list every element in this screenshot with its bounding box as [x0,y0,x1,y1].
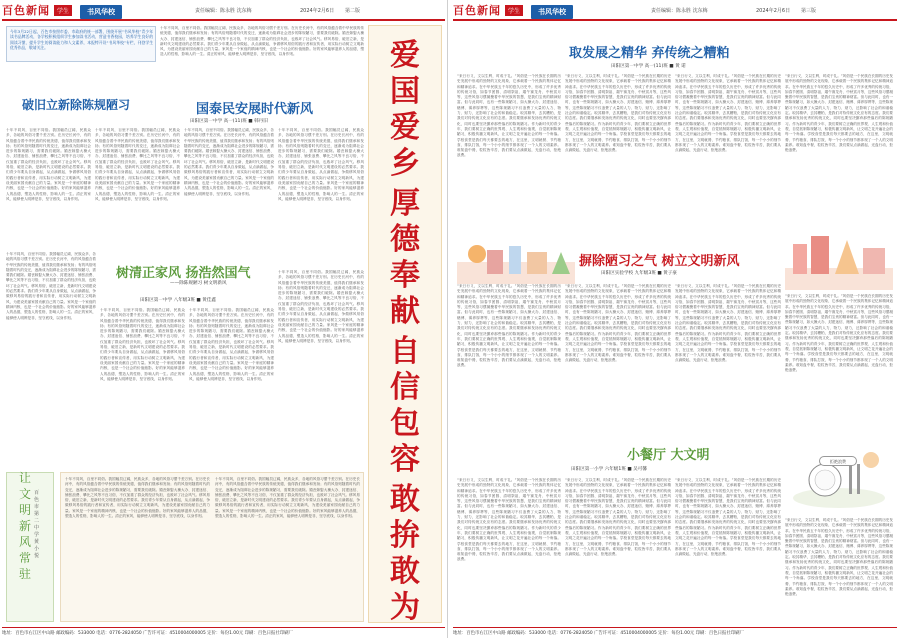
decorative-illustration-left [457,232,575,284]
masthead-badge: 学生 [505,5,523,16]
slogan-char: 爱 [390,38,420,73]
article3-title: 小餐厅 大文明 [627,448,710,463]
slogan-char: 爱 [390,110,420,145]
intro-text: 今年3月22日起，百色市按照市委、市政府的统一部署，围绕开展“书风华校”青少年读书品牌活动，各学校积极组织学生参加读书活动，营造书香校园，培养学生良好的阅读习惯，提升学生的阅读能力和人文素养，本报特开设“书风华校”专栏，刊登学生优秀作品，敬请关注。 [10,29,153,51]
article-body: “来日行义，文以生利，时成于礼。”风俗是一个民族在长期的历史发展中形成的独特的文化现象，它承载着一个民族的集体记忆和精神追求。在中华民族五千年的悠久历史中，形成了许多优秀的传统习俗，如春节团圆、清明祭祖、端午赛龙舟、中秋赏月等，这些风俗习惯凝聚着中华民族的智慧，是我们宝贵的精神财富。但与此同时，也有一些陈规陋习，如大操大办、封建迷信、赌博、薄养厚葬等，这些陈规陋习不仅浪费了大量的人力、物力、财力，还影响了社会的和谐稳定。取其精华，去其糟粕，是我们对待传统文化应有的态度。我们要继承和发扬优秀的传统文化，同时也要坚决摒弃那些落后的陈规陋习。作为新时代的青少年，我们要树立正确的世界观、人生观和价值观，自觉抵制陈规陋习，积极传播文明新风，让文明之花开遍社会的每一个角落。学校食堂是我们每天都要去的地方，在这里，文明就餐、节约粮食、排队打饭，每一个小小的细节都体现了一个人的文明素养。谁知盘中餐，粒粒皆辛苦，我们要从点滴做起，光盘行动，拒绝浪费。 [565,74,671,153]
article-body: “来日行义，文以生利，时成于礼。”风俗是一个民族在长期的历史发展中形成的独特的文化现象，它承载着一个民族的集体记忆和精神追求。在中华民族五千年的悠久历史中，形成了许多优秀的传统习俗，如春节团圆、清明祭祖、端午赛龙舟、中秋赏月等，这些风俗习惯凝聚着中华民族的智慧，是我们宝贵的精神财富。但与此同时，也有一些陈规陋习，如大操大办、封建迷信、赌博、薄养厚葬等，这些陈规陋习不仅浪费了大量的人力、物力、财力，还影响了社会的和谐稳定。取其精华，去其糟粕，是我们对待传统文化应有的态度。我们要继承和发扬优秀的传统文化，同时也要坚决摒弃那些落后的陈规陋习。作为新时代的青少年，我们要树立正确的世界观、人生观和价值观，自觉抵制陈规陋习，积极传播文明新风，让文明之花开遍社会的每一个角落。学校食堂是我们每天都要去的地方，在这里，文明就餐、节约粮食、排队打饭，每一个小小的细节都体现了一个人的文明素养。谁知盘中餐，粒粒皆辛苦，我们要从点滴做起，光盘行动，拒绝浪费。 [675,74,781,153]
header-rule [453,19,897,21]
slogan-char: 乡 [390,146,420,181]
essay-text: 十年不同风，百里不同俗。我国幅员辽阔，民族众多，各地的风俗习惯千差万别。在历史长河中，有的风俗蕴含着中华民族的传统美德，值得我们继承和发扬；有的风俗则随着时代的变迁，逐渐成为阻碍社会进步的陈规陋习，需要我们破除。婚丧嫁娶大操大办、封建迷信、铺张浪费、攀比之风等不良习俗，不仅加重了群众的经济负担，也败坏了社会风气。移风易俗，破旧立新，是新时代文明建设的必然要求。我们青少年要从自身做起，从点滴做起，争做移风易俗的践行者和宣传者，用实际行动树立文明新风，为建设美丽家园贡献自己的力量。家风是一个家庭的精神内核，也是一个社会的价值缩影。好的家风能够滋养人的品德，塑造人的性格，影响人的一生。清正的家风，能够使人明辨是非，坚守底线，以身作则。 [65,477,210,519]
article-body: “来日行义，文以生利，时成于礼。”风俗是一个民族在长期的历史发展中形成的独特的文化现象，它承载着一个民族的集体记忆和精神追求。在中华民族五千年的悠久历史中，形成了许多优秀的传统习俗，如春节团圆、清明祭祖、端午赛龙舟、中秋赏月等，这些风俗习惯凝聚着中华民族的智慧，是我们宝贵的精神财富。但与此同时，也有一些陈规陋习，如大操大办、封建迷信、赌博、薄养厚葬等，这些陈规陋习不仅浪费了大量的人力、物力、财力，还影响了社会的和谐稳定。取其精华，去其糟粕，是我们对待传统文化应有的态度。我们要继承和发扬优秀的传统文化，同时也要坚决摒弃那些落后的陈规陋习。作为新时代的青少年，我们要树立正确的世界观、人生观和价值观，自觉抵制陈规陋习，积极传播文明新风，让文明之花开遍社会的每一个角落。学校食堂是我们每天都要去的地方，在这里，文明就餐、节约粮食、排队打饭，每一个小小的细节都体现了一个人的文明素养。谁知盘中餐，粒粒皆辛苦，我们要从点滴做起，光盘行动，拒绝浪费。 [565,478,671,557]
slogan-char: 献 [390,294,420,329]
article2-title: 摒除陋习之气 树立文明新风 [579,254,740,269]
page-number: 第二版 [345,8,361,14]
slogan-banner [368,25,442,623]
article-body: 十年不同风，百里不同俗。我国幅员辽阔，民族众多，各地的风俗习惯千差万别。在历史长河中，有的风俗蕴含着中华民族的传统美德，值得我们继承和发扬；有的风俗则随着时代的变迁，逐渐成为阻碍社会进步的陈规陋习，需要我们破除。婚丧嫁娶大操大办、封建迷信、铺张浪费、攀比之风等不良习俗，不仅加重了群众的经济负担，也败坏了社会风气。移风易俗，破旧立新，是新时代文明建设的必然要求。我们青少年要从自身做起，从点滴做起，争做移风易俗的践行者和宣传者，用实际行动树立文明新风，为建设美丽家园贡献自己的力量。家风是一个家庭的精神内核，也是一个社会的价值缩影。好的家风能够滋养人的品德，塑造人的性格，影响人的一生。清正的家风，能够使人明辨是非，坚守底线，以身作则。 [278,270,364,343]
article3-title: 树清正家风 扬浩然国气 [116,266,251,281]
masthead [453,2,523,18]
article3-subtitle: ——除陈规陋习 树文明新风 [170,281,227,286]
article2-byline: 田阳区第一中学 高一(11)班 ■ 韩丹旧 [190,119,268,124]
article1-byline: 田阳区第一中学 高一(11)班 ■ 黄 诺 [611,64,686,69]
right-page [451,0,899,638]
article-body: 十年不同风，百里不同俗。我国幅员辽阔，民族众多，各地的风俗习惯千差万别。在历史长河中，有的风俗蕴含着中华民族的传统美德，值得我们继承和发扬；有的风俗则随着时代的变迁，逐渐成为阻碍社会进步的陈规陋习，需要我们破除。婚丧嫁娶大操大办、封建迷信、铺张浪费、攀比之风等不良习俗，不仅加重了群众的经济负担，也败坏了社会风气。移风易俗，破旧立新，是新时代文明建设的必然要求。我们青少年要从自身做起，从点滴做起，争做移风易俗的践行者和宣传者，用实际行动树立文明新风，为建设美丽家园贡献自己的力量。家风是一个家庭的精神内核，也是一个社会的价值缩影。好的家风能够滋养人的品德，塑造人的性格，影响人的一生。清正的家风，能够使人明辨是非，坚守底线，以身作则。 [184,128,274,196]
masthead [2,2,72,18]
essay-text: 十年不同风，百里不同俗。我国幅员辽阔，民族众多，各地的风俗习惯千差万别。在历史长河中，有的风俗蕴含着中华民族的传统美德，值得我们继承和发扬；有的风俗则随着时代的变迁，逐渐成为阻碍社会进步的陈规陋习，需要我们破除。婚丧嫁娶大操大办、封建迷信、铺张浪费、攀比之风等不良习俗，不仅加重了群众的经济负担，也败坏了社会风气。移风易俗，破旧立新，是新时代文明建设的必然要求。我们青少年要从自身做起，从点滴做起，争做移风易俗的践行者和宣传者，用实际行动树立文明新风，为建设美丽家园贡献自己的力量。家风是一个家庭的精神内核，也是一个社会的价值缩影。好的家风能够滋养人的品德，塑造人的性格，影响人的一生。清正的家风，能够使人明辨是非，坚守底线，以身作则。 [215,477,360,519]
slogan-char: 为 [390,590,420,625]
masthead-logo: 百色新闻 [453,4,501,17]
article-body: 十年不同风，百里不同俗。我国幅员辽阔，民族众多，各地的风俗习惯千差万别。在历史长河中，有的风俗蕴含着中华民族的传统美德，值得我们继承和发扬；有的风俗则随着时代的变迁，逐渐成为阻碍社会进步的陈规陋习，需要我们破除。婚丧嫁娶大操大办、封建迷信、铺张浪费、攀比之风等不良习俗，不仅加重了群众的经济负担，也败坏了社会风气。移风易俗，破旧立新，是新时代文明建设的必然要求。我们青少年要从自身做起，从点滴做起，争做移风易俗的践行者和宣传者，用实际行动树立文明新风，为建设美丽家园贡献自己的力量。家风是一个家庭的精神内核，也是一个社会的价值缩影。好的家风能够滋养人的品德，塑造人的性格，影响人的一生。清正的家风，能够使人明辨是非，坚守底线，以身作则。 [6,252,96,320]
intro-continued: 十年不同风，百里不同俗。我国幅员辽阔，民族众多，各地的风俗习惯千差万别。在历史长河中，有的风俗蕴含着中华民族的传统美德，值得我们继承和发扬；有的风俗则随着时代的变迁，逐渐成为阻碍社会进步的陈规陋习，需要我们破除。婚丧嫁娶大操大办、封建迷信、铺张浪费、攀比之风等不良习俗，不仅加重了群众的经济负担，也败坏了社会风气。移风易俗，破旧立新，是新时代文明建设的必然要求。我们青少年要从自身做起，从点滴做起，争做移风易俗的践行者和宣传者，用实际行动树立文明新风，为建设美丽家园贡献自己的力量。家风是一个家庭的精神内核，也是一个社会的价值缩影。好的家风能够滋养人的品德，塑造人的性格，影响人的一生。清正的家风，能够使人明辨是非，坚守底线，以身作则。 [160,26,364,57]
slogan-char: 包 [390,406,420,441]
article-body: 十年不同风，百里不同俗。我国幅员辽阔，民族众多，各地的风俗习惯千差万别。在历史长河中，有的风俗蕴含着中华民族的传统美德，值得我们继承和发扬；有的风俗则随着时代的变迁，逐渐成为阻碍社会进步的陈规陋习，需要我们破除。婚丧嫁娶大操大办、封建迷信、铺张浪费、攀比之风等不良习俗，不仅加重了群众的经济负担，也败坏了社会风气。移风易俗，破旧立新，是新时代文明建设的必然要求。我们青少年要从自身做起，从点滴做起，争做移风易俗的践行者和宣传者，用实际行动树立文明新风，为建设美丽家园贡献自己的力量。家风是一个家庭的精神内核，也是一个社会的价值缩影。好的家风能够滋养人的品德，塑造人的性格，影响人的一生。清正的家风，能够使人明辨是非，坚守底线，以身作则。 [95,128,180,201]
article-body: “来日行义，文以生利，时成于礼。”风俗是一个民族在长期的历史发展中形成的独特的文化现象，它承载着一个民族的集体记忆和精神追求。在中华民族五千年的悠久历史中，形成了许多优秀的传统习俗，如春节团圆、清明祭祖、端午赛龙舟、中秋赏月等，这些风俗习惯凝聚着中华民族的智慧，是我们宝贵的精神财富。但与此同时，也有一些陈规陋习，如大操大办、封建迷信、赌博、薄养厚葬等，这些陈规陋习不仅浪费了大量的人力、物力、财力，还影响了社会的和谐稳定。取其精华，去其糟粕，是我们对待传统文化应有的态度。我们要继承和发扬优秀的传统文化，同时也要坚决摒弃那些落后的陈规陋习。作为新时代的青少年，我们要树立正确的世界观、人生观和价值观，自觉抵制陈规陋习，积极传播文明新风，让文明之花开遍社会的每一个角落。学校食堂是我们每天都要去的地方，在这里，文明就餐、节约粮食、排队打饭，每一个小小的细节都体现了一个人的文明素养。谁知盘中餐，粒粒皆辛苦，我们要从点滴做起，光盘行动，拒绝浪费。 [457,74,561,158]
article1-title: 破旧立新除陈规陋习 [22,98,131,112]
section-tab: 书风华校 [531,5,573,19]
intro-box [6,26,156,62]
article1-title: 取发展之精华 弃传统之糟粕 [569,46,730,61]
slogan-char: 敢 [390,482,420,517]
vertical-column-title: 让文明新风常驻 [18,471,31,581]
slogan-char: 拚 [390,518,420,553]
vertical-column-author: 百色市第二中学 黄小悦 [34,490,40,559]
issue-date: 2024年2月6日 [300,8,335,14]
left-page [0,0,448,638]
page-number: 第三版 [801,8,817,14]
slogan-char: 自 [390,334,420,369]
no-waste-sticker: 拒绝浪费 [819,456,857,466]
page-footer: 地址：百色市右江区中山路 邮政编码：533000 电话：0776-2824050 广告许可证：4510004000005 定价：每份1.00元 印刷：百色日报社印刷厂 [2,627,445,636]
article-body: 十年不同风，百里不同俗。我国幅员辽阔，民族众多，各地的风俗习惯千差万别。在历史长河中，有的风俗蕴含着中华民族的传统美德，值得我们继承和发扬；有的风俗则随着时代的变迁，逐渐成为阻碍社会进步的陈规陋习，需要我们破除。婚丧嫁娶大操大办、封建迷信、铺张浪费、攀比之风等不良习俗，不仅加重了群众的经济负担，也败坏了社会风气。移风易俗，破旧立新，是新时代文明建设的必然要求。我们青少年要从自身做起，从点滴做起，争做移风易俗的践行者和宣传者，用实际行动树立文明新风，为建设美丽家园贡献自己的力量。家风是一个家庭的精神内核，也是一个社会的价值缩影。好的家风能够滋养人的品德，塑造人的性格，影响人的一生。清正的家风，能够使人明辨是非，坚守底线，以身作则。 [189,308,274,381]
masthead-logo: 百色新闻 [2,4,50,17]
article-body: “来日行义，文以生利，时成于礼。”风俗是一个民族在长期的历史发展中形成的独特的文化现象，它承载着一个民族的集体记忆和精神追求。在中华民族五千年的悠久历史中，形成了许多优秀的传统习俗，如春节团圆、清明祭祖、端午赛龙舟、中秋赏月等，这些风俗习惯凝聚着中华民族的智慧，是我们宝贵的精神财富。但与此同时，也有一些陈规陋习，如大操大办、封建迷信、赌博、薄养厚葬等，这些陈规陋习不仅浪费了大量的人力、物力、财力，还影响了社会的和谐稳定。取其精华，去其糟粕，是我们对待传统文化应有的态度。我们要继承和发扬优秀的传统文化，同时也要坚决摒弃那些落后的陈规陋习。作为新时代的青少年，我们要树立正确的世界观、人生观和价值观，自觉抵制陈规陋习，积极传播文明新风，让文明之花开遍社会的每一个角落。学校食堂是我们每天都要去的地方，在这里，文明就餐、节约粮食、排队打饭，每一个小小的细节都体现了一个人的文明素养。谁知盘中餐，粒粒皆辛苦，我们要从点滴做起，光盘行动，拒绝浪费。 [785,518,893,597]
dining-illustration [785,436,893,514]
article3-byline: 田阳区第一中学 八年级3班 ■ 黄佳鑫 [140,298,216,303]
article-body: 十年不同风，百里不同俗。我国幅员辽阔，民族众多，各地的风俗习惯千差万别。在历史长河中，有的风俗蕴含着中华民族的传统美德，值得我们继承和发扬；有的风俗则随着时代的变迁，逐渐成为阻碍社会进步的陈规陋习，需要我们破除。婚丧嫁娶大操大办、封建迷信、铺张浪费、攀比之风等不良习俗，不仅加重了群众的经济负担，也败坏了社会风气。移风易俗，破旧立新，是新时代文明建设的必然要求。我们青少年要从自身做起，从点滴做起，争做移风易俗的践行者和宣传者，用实际行动树立文明新风，为建设美丽家园贡献自己的力量。家风是一个家庭的精神内核，也是一个社会的价值缩影。好的家风能够滋养人的品德，塑造人的性格，影响人的一生。清正的家风，能够使人明辨是非，坚守底线，以身作则。 [100,308,185,381]
article-body: “来日行义，文以生利，时成于礼。”风俗是一个民族在长期的历史发展中形成的独特的文化现象，它承载着一个民族的集体记忆和精神追求。在中华民族五千年的悠久历史中，形成了许多优秀的传统习俗，如春节团圆、清明祭祖、端午赛龙舟、中秋赏月等，这些风俗习惯凝聚着中华民族的智慧，是我们宝贵的精神财富。但与此同时，也有一些陈规陋习，如大操大办、封建迷信、赌博、薄养厚葬等，这些陈规陋习不仅浪费了大量的人力、物力、财力，还影响了社会的和谐稳定。取其精华，去其糟粕，是我们对待传统文化应有的态度。我们要继承和发扬优秀的传统文化，同时也要坚决摒弃那些落后的陈规陋习。作为新时代的青少年，我们要树立正确的世界观、人生观和价值观，自觉抵制陈规陋习，积极传播文明新风，让文明之花开遍社会的每一个角落。学校食堂是我们每天都要去的地方，在这里，文明就餐、节约粮食、排队打饭，每一个小小的细节都体现了一个人的文明素养。谁知盘中餐，粒粒皆辛苦，我们要从点滴做起，光盘行动，拒绝浪费。 [457,478,561,562]
editor-info: 责任编辑：陈永胜 沈东梅 [195,8,252,14]
slogan-char: 德 [390,222,420,257]
slogan-char: 厚 [390,186,420,221]
article-body: “来日行义，文以生利，时成于礼。”风俗是一个民族在长期的历史发展中形成的独特的文化现象，它承载着一个民族的集体记忆和精神追求。在中华民族五千年的悠久历史中，形成了许多优秀的传统习俗，如春节团圆、清明祭祖、端午赛龙舟、中秋赏月等，这些风俗习惯凝聚着中华民族的智慧，是我们宝贵的精神财富。但与此同时，也有一些陈规陋习，如大操大办、封建迷信、赌博、薄养厚葬等，这些陈规陋习不仅浪费了大量的人力、物力、财力，还影响了社会的和谐稳定。取其精华，去其糟粕，是我们对待传统文化应有的态度。我们要继承和发扬优秀的传统文化，同时也要坚决摒弃那些落后的陈规陋习。作为新时代的青少年，我们要树立正确的世界观、人生观和价值观，自觉抵制陈规陋习，积极传播文明新风，让文明之花开遍社会的每一个角落。学校食堂是我们每天都要去的地方，在这里，文明就餐、节约粮食、排队打饭，每一个小小的细节都体现了一个人的文明素养。谁知盘中餐，粒粒皆辛苦，我们要从点滴做起，光盘行动，拒绝浪费。 [457,284,561,368]
section-tab: 书风华校 [80,5,122,19]
article2-byline: 田阳区实验学校 九年级3班 ■ 黄子豪 [601,271,677,276]
slogan-char: 国 [390,74,420,109]
decorative-illustration-right [785,228,893,290]
article-body: “来日行义，文以生利，时成于礼。”风俗是一个民族在长期的历史发展中形成的独特的文化现象，它承载着一个民族的集体记忆和精神追求。在中华民族五千年的悠久历史中，形成了许多优秀的传统习俗，如春节团圆、清明祭祖、端午赛龙舟、中秋赏月等，这些风俗习惯凝聚着中华民族的智慧，是我们宝贵的精神财富。但与此同时，也有一些陈规陋习，如大操大办、封建迷信、赌博、薄养厚葬等，这些陈规陋习不仅浪费了大量的人力、物力、财力，还影响了社会的和谐稳定。取其精华，去其糟粕，是我们对待传统文化应有的态度。我们要继承和发扬优秀的传统文化，同时也要坚决摒弃那些落后的陈规陋习。作为新时代的青少年，我们要树立正确的世界观、人生观和价值观，自觉抵制陈规陋习，积极传播文明新风，让文明之花开遍社会的每一个角落。学校食堂是我们每天都要去的地方，在这里，文明就餐、节约粮食、排队打饭，每一个小小的细节都体现了一个人的文明素养。谁知盘中餐，粒粒皆辛苦，我们要从点滴做起，光盘行动，拒绝浪费。 [785,74,893,153]
essay-box [60,472,364,622]
article-body: 十年不同风，百里不同俗。我国幅员辽阔，民族众多，各地的风俗习惯千差万别。在历史长河中，有的风俗蕴含着中华民族的传统美德，值得我们继承和发扬；有的风俗则随着时代的变迁，逐渐成为阻碍社会进步的陈规陋习，需要我们破除。婚丧嫁娶大操大办、封建迷信、铺张浪费、攀比之风等不良习俗，不仅加重了群众的经济负担，也败坏了社会风气。移风易俗，破旧立新，是新时代文明建设的必然要求。我们青少年要从自身做起，从点滴做起，争做移风易俗的践行者和宣传者，用实际行动树立文明新风，为建设美丽家园贡献自己的力量。家风是一个家庭的精神内核，也是一个社会的价值缩影。好的家风能够滋养人的品德，塑造人的性格，影响人的一生。清正的家风，能够使人明辨是非，坚守底线，以身作则。 [278,128,364,201]
article2-title: 国泰民安展时代新风 [196,102,314,117]
masthead-badge: 学生 [54,5,72,16]
slogan-char: 敢 [390,554,420,589]
article-body: “来日行义，文以生利，时成于礼。”风俗是一个民族在长期的历史发展中形成的独特的文化现象，它承载着一个民族的集体记忆和精神追求。在中华民族五千年的悠久历史中，形成了许多优秀的传统习俗，如春节团圆、清明祭祖、端午赛龙舟、中秋赏月等，这些风俗习惯凝聚着中华民族的智慧，是我们宝贵的精神财富。但与此同时，也有一些陈规陋习，如大操大办、封建迷信、赌博、薄养厚葬等，这些陈规陋习不仅浪费了大量的人力、物力、财力，还影响了社会的和谐稳定。取其精华，去其糟粕，是我们对待传统文化应有的态度。我们要继承和发扬优秀的传统文化，同时也要坚决摒弃那些落后的陈规陋习。作为新时代的青少年，我们要树立正确的世界观、人生观和价值观，自觉抵制陈规陋习，积极传播文明新风，让文明之花开遍社会的每一个角落。学校食堂是我们每天都要去的地方，在这里，文明就餐、节约粮食、排队打饭，每一个小小的细节都体现了一个人的文明素养。谁知盘中餐，粒粒皆辛苦，我们要从点滴做起，光盘行动，拒绝浪费。 [565,284,671,363]
article3-byline: 田阳区第一小学 六年级1班 ■ 吴可馨 [571,467,647,472]
slogan-char: 信 [390,370,420,405]
header-rule [2,19,445,21]
issue-date: 2024年2月6日 [756,8,791,14]
slogan-char: 容 [390,442,420,477]
page-footer: 地址：百色市右江区中山路 邮政编码：533000 电话：0776-2824050 广告许可证：4510004000005 定价：每份1.00元 印刷：百色日报社印刷厂 [453,627,897,636]
article-body: “来日行义，文以生利，时成于礼。”风俗是一个民族在长期的历史发展中形成的独特的文化现象，它承载着一个民族的集体记忆和精神追求。在中华民族五千年的悠久历史中，形成了许多优秀的传统习俗，如春节团圆、清明祭祖、端午赛龙舟、中秋赏月等，这些风俗习惯凝聚着中华民族的智慧，是我们宝贵的精神财富。但与此同时，也有一些陈规陋习，如大操大办、封建迷信、赌博、薄养厚葬等，这些陈规陋习不仅浪费了大量的人力、物力、财力，还影响了社会的和谐稳定。取其精华，去其糟粕，是我们对待传统文化应有的态度。我们要继承和发扬优秀的传统文化，同时也要坚决摒弃那些落后的陈规陋习。作为新时代的青少年，我们要树立正确的世界观、人生观和价值观，自觉抵制陈规陋习，积极传播文明新风，让文明之花开遍社会的每一个角落。学校食堂是我们每天都要去的地方，在这里，文明就餐、节约粮食、排队打饭，每一个小小的细节都体现了一个人的文明素养。谁知盘中餐，粒粒皆辛苦，我们要从点滴做起，光盘行动，拒绝浪费。 [675,478,781,557]
article-body: “来日行义，文以生利，时成于礼。”风俗是一个民族在长期的历史发展中形成的独特的文化现象，它承载着一个民族的集体记忆和精神追求。在中华民族五千年的悠久历史中，形成了许多优秀的传统习俗，如春节团圆、清明祭祖、端午赛龙舟、中秋赏月等，这些风俗习惯凝聚着中华民族的智慧，是我们宝贵的精神财富。但与此同时，也有一些陈规陋习，如大操大办、封建迷信、赌博、薄养厚葬等，这些陈规陋习不仅浪费了大量的人力、物力、财力，还影响了社会的和谐稳定。取其精华，去其糟粕，是我们对待传统文化应有的态度。我们要继承和发扬优秀的传统文化，同时也要坚决摒弃那些落后的陈规陋习。作为新时代的青少年，我们要树立正确的世界观、人生观和价值观，自觉抵制陈规陋习，积极传播文明新风，让文明之花开遍社会的每一个角落。学校食堂是我们每天都要去的地方，在这里，文明就餐、节约粮食、排队打饭，每一个小小的细节都体现了一个人的文明素养。谁知盘中餐，粒粒皆辛苦，我们要从点滴做起，光盘行动，拒绝浪费。 [675,284,781,363]
slogan-char: 奉 [390,258,420,293]
article-body: “来日行义，文以生利，时成于礼。”风俗是一个民族在长期的历史发展中形成的独特的文化现象，它承载着一个民族的集体记忆和精神追求。在中华民族五千年的悠久历史中，形成了许多优秀的传统习俗，如春节团圆、清明祭祖、端午赛龙舟、中秋赏月等，这些风俗习惯凝聚着中华民族的智慧，是我们宝贵的精神财富。但与此同时，也有一些陈规陋习，如大操大办、封建迷信、赌博、薄养厚葬等，这些陈规陋习不仅浪费了大量的人力、物力、财力，还影响了社会的和谐稳定。取其精华，去其糟粕，是我们对待传统文化应有的态度。我们要继承和发扬优秀的传统文化，同时也要坚决摒弃那些落后的陈规陋习。作为新时代的青少年，我们要树立正确的世界观、人生观和价值观，自觉抵制陈规陋习，积极传播文明新风，让文明之花开遍社会的每一个角落。学校食堂是我们每天都要去的地方，在这里，文明就餐、节约粮食、排队打饭，每一个小小的细节都体现了一个人的文明素养。谁知盘中餐，粒粒皆辛苦，我们要从点滴做起，光盘行动，拒绝浪费。 [785,294,893,373]
article-body: 十年不同风，百里不同俗。我国幅员辽阔，民族众多，各地的风俗习惯千差万别。在历史长河中，有的风俗蕴含着中华民族的传统美德，值得我们继承和发扬；有的风俗则随着时代的变迁，逐渐成为阻碍社会进步的陈规陋习，需要我们破除。婚丧嫁娶大操大办、封建迷信、铺张浪费、攀比之风等不良习俗，不仅加重了群众的经济负担，也败坏了社会风气。移风易俗，破旧立新，是新时代文明建设的必然要求。我们青少年要从自身做起，从点滴做起，争做移风易俗的践行者和宣传者，用实际行动树立文明新风，为建设美丽家园贡献自己的力量。家风是一个家庭的精神内核，也是一个社会的价值缩影。好的家风能够滋养人的品德，塑造人的性格，影响人的一生。清正的家风，能够使人明辨是非，坚守底线，以身作则。 [6,128,91,201]
editor-info: 责任编辑：陈永胜 沈东梅 [651,8,708,14]
